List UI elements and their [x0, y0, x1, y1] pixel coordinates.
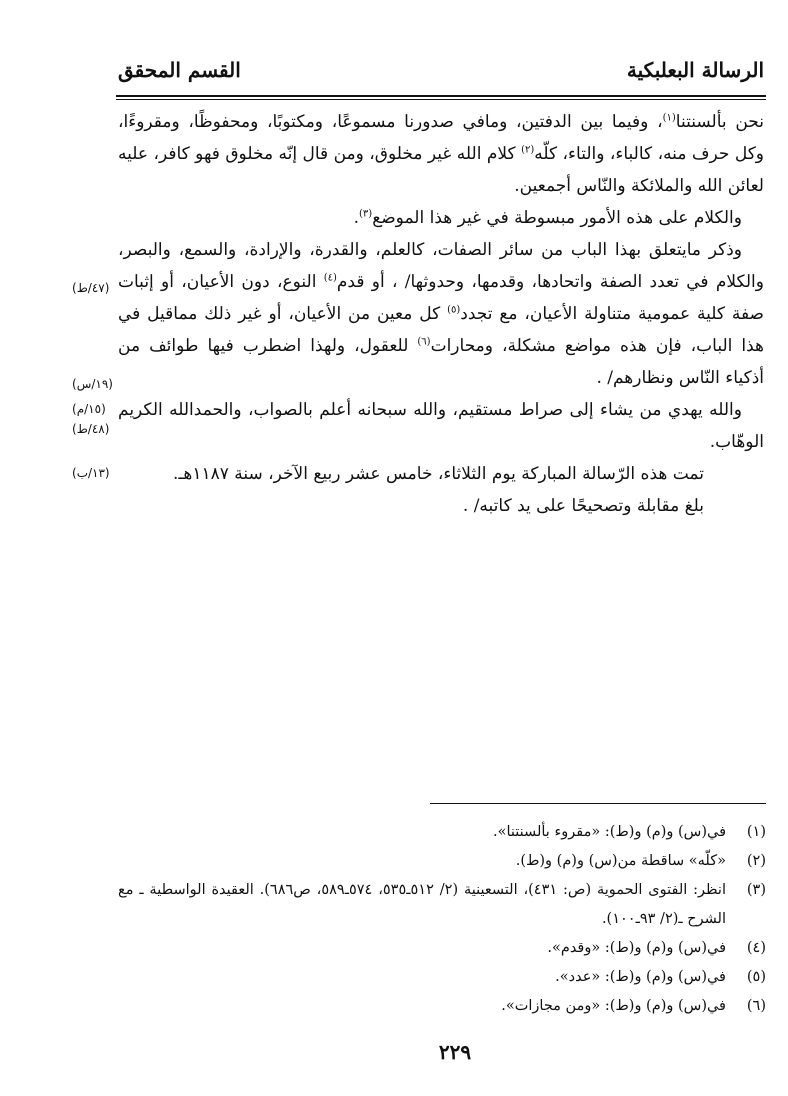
- footnote-number: (٤): [746, 940, 766, 956]
- footnote-2: [118, 847, 766, 876]
- footnote-rule: [430, 803, 766, 804]
- text-run: للعقول، ولهذا اضطرب فيها طوائف من أذكياء النّاس ونظارهم/ .: [118, 336, 764, 388]
- main-text: [118, 106, 764, 522]
- footnote-number: (٥): [746, 969, 766, 985]
- footnote-3: [118, 876, 766, 934]
- running-header: [118, 58, 764, 92]
- text-run: نحن بألسنتنا: [675, 112, 764, 132]
- page-number: ٢٢٩: [438, 1040, 472, 1064]
- text-run: كلام الله غير مخلوق، ومن قال إنّه مخلوق فهو كافر، عليه لعائن الله والملائكة والنّاس أجمعين.: [118, 144, 764, 196]
- footnote-6: [118, 992, 766, 1021]
- footnote-text: في(س) و(م) و(ط): «وقدم».: [547, 940, 726, 956]
- footnote-ref-1[interactable]: (١): [662, 112, 676, 124]
- footnote-number: (٢): [746, 853, 766, 869]
- footnote-number: (٦): [746, 998, 766, 1014]
- header-rule: [116, 95, 766, 100]
- margin-note: (٤٧/ط): [72, 281, 110, 295]
- paragraph-4: والله يهدي من يشاء إلى صراط مستقيم، والله سبحانه أعلم بالصواب، والحمدالله الكريم الوهّاب.: [118, 400, 764, 452]
- text-run: كل معين من الأعيان، أو غير ذلك مماقيل في هذا الباب، فإن هذه مواضع مشكلة، ومحارات: [118, 304, 764, 356]
- footnote-ref-4[interactable]: (٤): [323, 272, 337, 284]
- margin-note: (٤٨/ط): [72, 422, 110, 436]
- footnote-text: في(س) و(م) و(ط): «عدد».: [555, 969, 726, 985]
- footnote-ref-5[interactable]: (٥): [447, 304, 461, 316]
- footnote-text: انظر: الفتوى الحموية (ص: ٤٣١)، التسعينية (٢/ ٥١٢ـ٥٣٥، ٥٧٤ـ٥٨٩، ص٦٨٦). العقيدة الواسطية ـ مع الشرح ـ(٢/ ٩٣ـ١٠٠).: [118, 882, 726, 927]
- footnote-1: [118, 818, 766, 847]
- footnote-text: في(س) و(م) و(ط): «مقروء بألسنتنا».: [493, 824, 726, 840]
- text-run: والكلام على هذه الأمور مبسوطة في غير هذا الموضع: [372, 208, 742, 228]
- footnote-4: [118, 934, 766, 963]
- footnote-5: [118, 963, 766, 992]
- text-run: النوع، دون الأعيان، أو إثبات صفة كلية عمومية متناولة الأعيان، مع تجدد: [118, 272, 764, 324]
- paragraph-5: تمت هذه الرّسالة المباركة يوم الثلاثاء، خامس عشر ربيع الآخر، سنة ١١٨٧هـ.: [172, 464, 704, 484]
- footnotes: [118, 818, 766, 1021]
- book-title: الرسالة البعلبكية: [626, 58, 764, 82]
- text-run: ، وفيما بين الدفتين، ومافي صدورنا مسموعًا، ومكتوبًا، ومحفوظًا، ومقروءًا، وكل حرف منه، كالباء، والتاء، كلّه: [118, 112, 765, 164]
- footnote-ref-3[interactable]: (٣): [359, 208, 373, 220]
- footnote-ref-6[interactable]: (٦): [417, 336, 431, 348]
- text-run: .: [353, 208, 360, 228]
- paragraph-1: [118, 106, 764, 202]
- margin-note: (١٣/ب): [72, 466, 110, 480]
- margin-note: (١٩/س): [72, 377, 113, 391]
- footnote-number: (٣): [746, 882, 766, 898]
- section-title: القسم المحقق: [118, 58, 241, 82]
- paragraph-6: بلغ مقابلة وتصحيحًا على يد كاتبه/ .: [462, 496, 704, 516]
- margin-note: (١٥/م): [72, 402, 106, 416]
- footnote-number: (١): [746, 824, 766, 840]
- footnote-ref-2[interactable]: (٢): [521, 144, 535, 156]
- footnote-text: «كلّه» ساقطة من(س) و(م) و(ط).: [515, 853, 726, 869]
- text-run: وذكر مايتعلق بهذا الباب من سائر الصفات، كالعلم، والقدرة، والإرادة، والسمع، والبصر، والكلام في تعدد الصفة واتحادها، وقدمها، وحدوثها/ ، أو قدم: [118, 240, 764, 292]
- paragraph-2: [118, 202, 764, 234]
- paragraph-3: [118, 234, 764, 394]
- footnote-text: في(س) و(م) و(ط): «ومن مجازات».: [501, 998, 726, 1014]
